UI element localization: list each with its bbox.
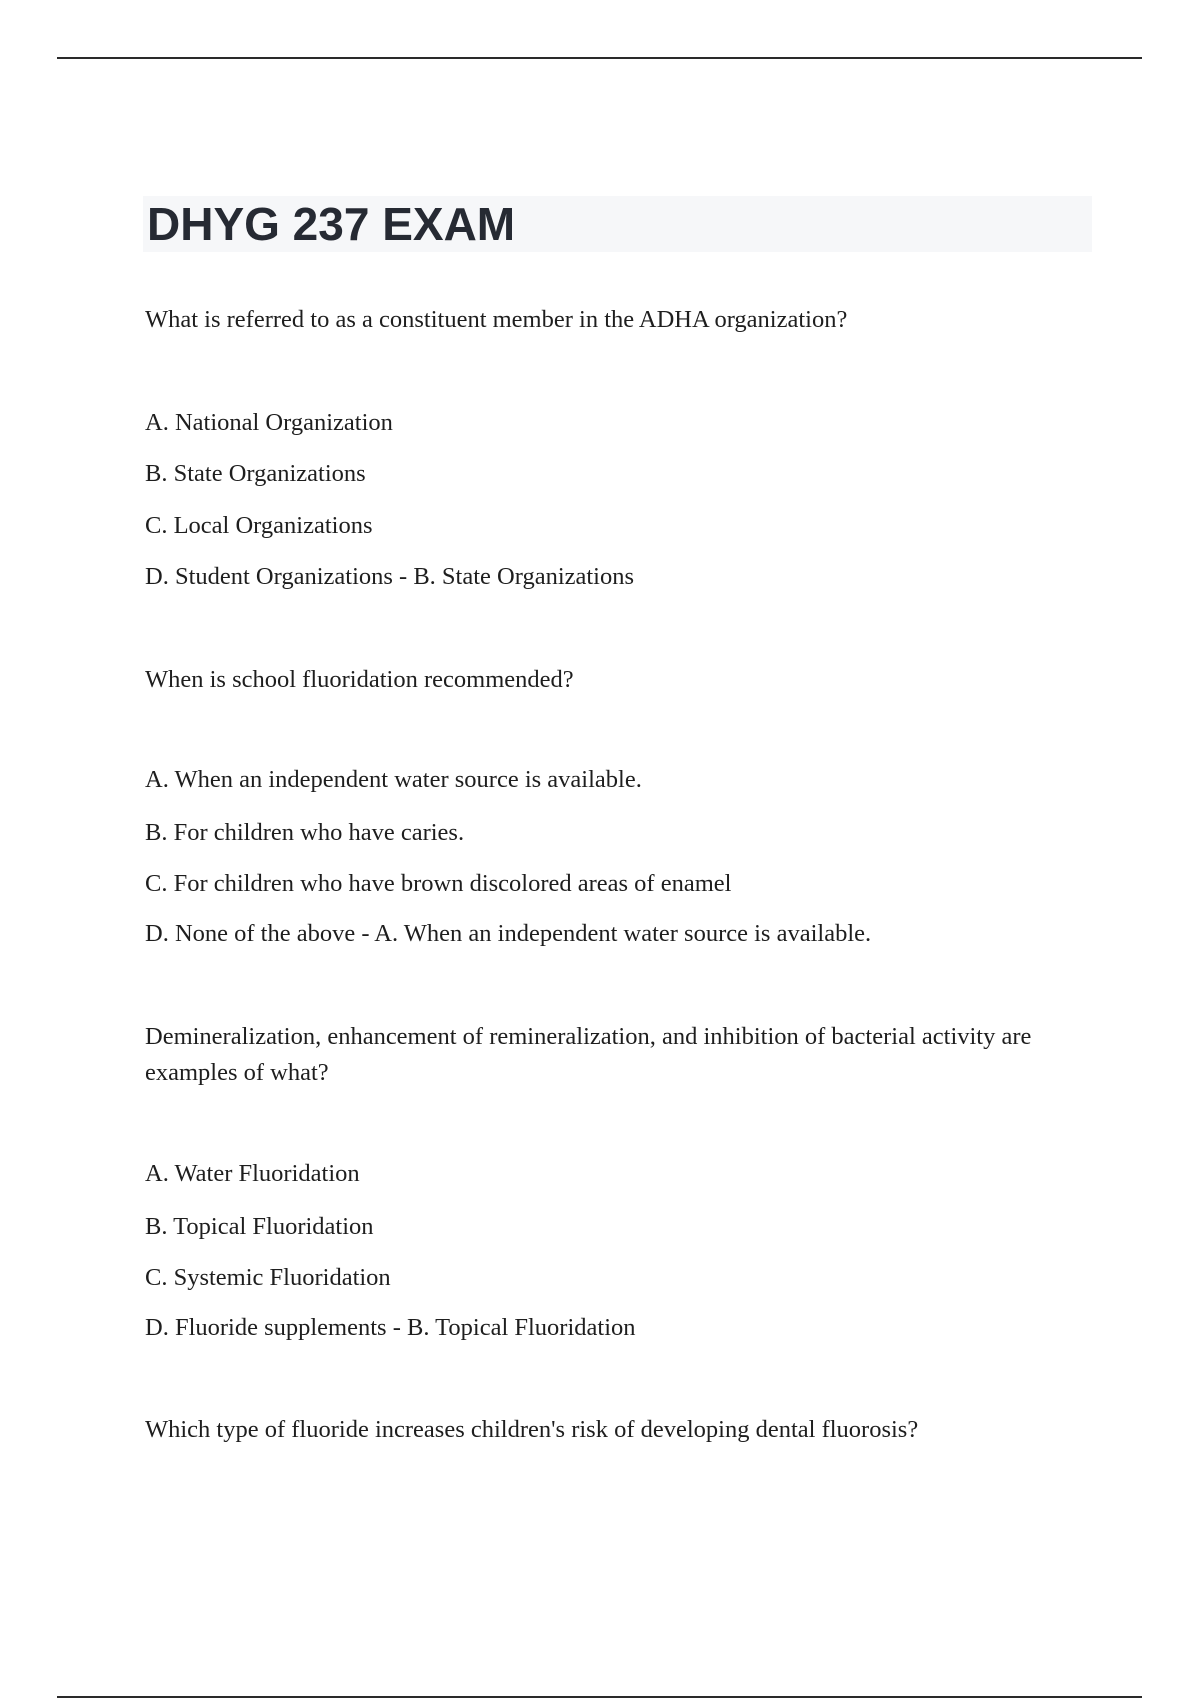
question-2-option-b: B. For children who have caries. xyxy=(145,819,465,846)
question-3-option-a: A. Water Fluoridation xyxy=(145,1160,360,1187)
question-3-option-d-answer: D. Fluoride supplements - B. Topical Fluoridation xyxy=(145,1314,636,1341)
question-3: Demineralization, enhancement of remineralization, and inhibition of bacterial activity are examples of what? xyxy=(145,1023,1032,1086)
question-1-option-a: A. National Organization xyxy=(145,409,393,436)
question-2: When is school fluoridation recommended? xyxy=(145,666,574,693)
question-3-option-b: B. Topical Fluoridation xyxy=(145,1213,374,1240)
question-1-option-c: C. Local Organizations xyxy=(145,512,373,539)
question-3-option-c: C. Systemic Fluoridation xyxy=(145,1264,391,1291)
top-divider xyxy=(57,57,1142,59)
question-2-option-d-answer: D. None of the above - A. When an independent water source is available. xyxy=(145,920,872,947)
question-1: What is referred to as a constituent member in the ADHA organization? xyxy=(145,306,848,333)
question-1-option-d-answer: D. Student Organizations - B. State Organizations xyxy=(145,563,635,590)
question-4: Which type of fluoride increases children's risk of developing dental fluorosis? xyxy=(145,1416,919,1443)
question-2-option-c: C. For children who have brown discolored areas of enamel xyxy=(145,870,732,897)
page-title: DHYG 237 EXAM xyxy=(147,198,516,250)
bottom-divider xyxy=(57,1696,1142,1698)
title-band xyxy=(143,196,1092,252)
question-2-option-a: A. When an independent water source is available. xyxy=(145,766,642,793)
question-1-option-b: B. State Organizations xyxy=(145,460,366,487)
